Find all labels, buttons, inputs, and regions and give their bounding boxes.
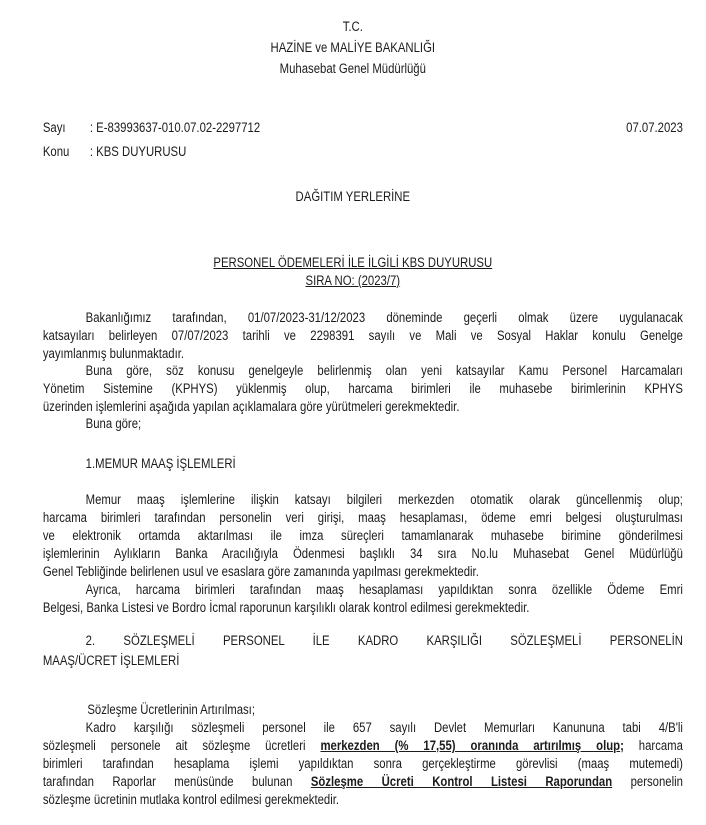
konu-label: Konu (42, 144, 70, 159)
section1-p2-line: Belgesi, Banka Listesi ve Bordro İcmal raporunun karşılıklı olarak kontrol edilmesi gerekmektedir. (42, 600, 530, 615)
intro-p2-line: üzerinden işlemlerini aşağıda yapılan açıklamalara göre yürütmeleri gerekmektedir. (42, 399, 460, 414)
konu-value: : KBS DUYURUSU (89, 144, 187, 159)
section2-p-line: sözleşme ücretinin mutlaka kontrol edilmesi gerekmektedir. (42, 792, 340, 807)
intro-p1-line: katsayıları belirleyen 07/07/2023 tarihli ve 2298391 sayılı ve Mali ve Sosyal Haklar konulu Genelge (42, 328, 683, 343)
section2-p-line (43, 737, 683, 755)
document-date: 07.07.2023 (626, 120, 683, 135)
header-ministry: HAZİNE ve MALİYE BAKANLIĞI (270, 40, 436, 55)
intro-p2-line: Yönetim Sistemine (KPHYS) yüklenmiş olup, harcama birimleri ile muhasebe birimlerinin KPHYS (42, 381, 683, 396)
section2-heading-line: MAAŞ/ÜCRET İŞLEMLERİ (42, 653, 180, 668)
section2-p-line: birimleri tarafından hesaplama işlemi yapıldıktan sonra gerçekleştirme görevlisi (maaş mutemedi) (42, 756, 683, 771)
section1-p1-line: Memur maaş işlemlerine ilişkin katsayı bilgileri merkezden otomatik olarak güncellenmiş olup; (85, 492, 683, 507)
intro-p1-line: Bakanlığımız tarafından, 01/07/2023-31/12/2023 döneminde geçerli olmak üzere uygulanacak (85, 310, 683, 325)
emphasis-report-name: Sözleşme Ücreti Kontrol Listesi Raporundan (310, 774, 613, 789)
title-line: PERSONEL ÖDEMELERİ İLE İLGİLİ KBS DUYURUSU (213, 255, 493, 270)
section1-p1-line: işlemlerinin Aylıkların Banka Aracılığıyla Ödenmesi başlıklı 34 sıra No.lu Muhasebat Genel Müdürlüğü (42, 546, 683, 561)
section1-p1-line: harcama birimleri tarafından personelin veri girişi, maaş hesaplaması, ödeme emri belgesi oluşturulması (42, 510, 683, 525)
section2-p-line: Kadro karşılığı sözleşmeli personel ile 657 sayılı Devlet Memurları Kanununa tabi 4/B'li (85, 720, 683, 735)
section1-heading: 1.MEMUR MAAŞ İŞLEMLERİ (85, 456, 236, 471)
section2-heading-line: 2. SÖZLEŞMELİ PERSONEL İLE KADRO KARŞILIĞI SÖZLEŞMELİ PERSONELİN (85, 633, 683, 648)
intro-p3: Buna göre; (85, 416, 142, 431)
text-segment: tarafından Raporlar menüsünde bulunan (42, 774, 311, 789)
document-title (0, 254, 706, 272)
emphasis-increase-rate: merkezden (% 17,55) oranında artırılmış olup (320, 738, 621, 753)
text-segment: personelin (612, 774, 683, 789)
header-directorate: Muhasebat Genel Müdürlüğü (279, 61, 426, 76)
sayi-value: : E-83993637-010.07.02-2297712 (89, 120, 261, 135)
section2-p-line (43, 773, 683, 791)
text-segment: ; (620, 738, 624, 753)
header-tc: T.C. (342, 19, 363, 34)
intro-p2-line: Buna göre, söz konusu genelgeyle belirlenmiş olan yeni katsayılar Kamu Personel Harcamaları (85, 363, 683, 378)
text-segment: harcama (623, 738, 683, 753)
sayi-label: Sayı (42, 120, 66, 135)
sequence-line: SIRA NO: (2023/7) (305, 273, 401, 288)
section2-subheading: Sözleşme Ücretlerinin Artırılması; (87, 702, 255, 717)
section1-p1-line: Genel Tebliğinde belirlenen usul ve esaslara göre zamanında yapılması gerekmektedir. (42, 564, 479, 579)
recipient: DAĞITIM YERLERİNE (295, 189, 411, 204)
section1-p2-line: Ayrıca, harcama birimleri tarafından maaş hesaplaması yapıldıktan sonra özellikle Ödeme Emri (85, 582, 683, 597)
intro-p1-line: yayımlanmış bulunmaktadır. (42, 346, 185, 361)
text-segment: sözleşmeli personele ait sözleşme ücretleri (42, 738, 321, 753)
section1-p1-line: ve elektronik ortamda aktarılması ile imza süreçleri tamamlanarak muhasebe birimine gönderilmesi (42, 528, 683, 543)
sequence-number (0, 272, 706, 290)
